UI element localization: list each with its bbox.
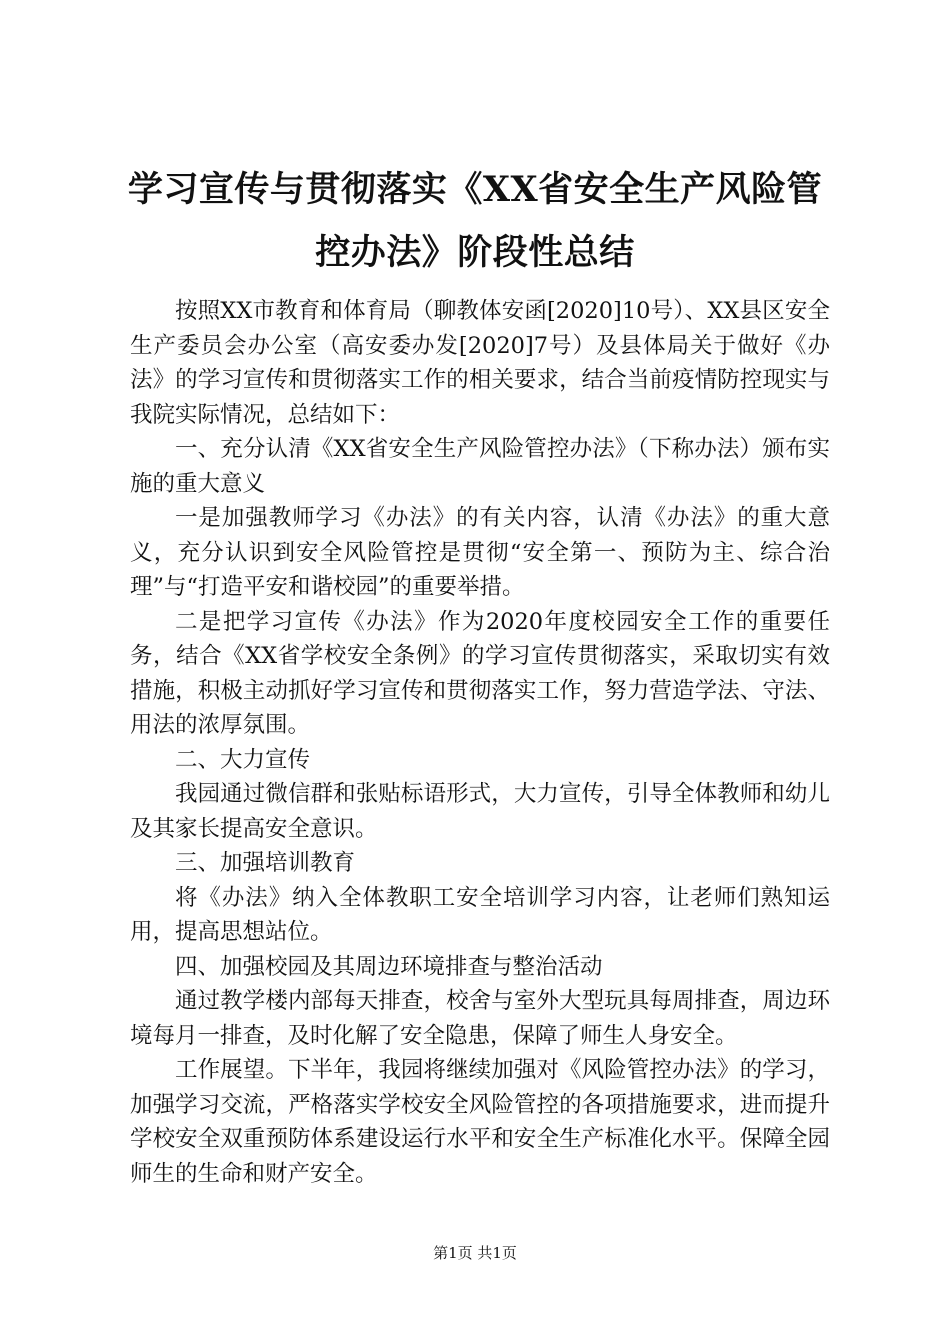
paragraph-outlook: 工作展望。下半年，我园将继续加强对《风险管控办法》的学习，加强学习交流，严格落实学校安全风险管控的各项措施要求，进而提升学校安全双重预防体系建设运行水平和安全生产标准化水平。保障全园师生的生命和财产安全。 xyxy=(130,1057,830,1187)
heading-section-2: 二、大力宣传 xyxy=(175,746,311,773)
title-line-2: 控办法》阶段性总结 xyxy=(315,232,635,273)
page-footer: 第1页 共1页 xyxy=(433,1244,517,1262)
heading-section-1: 一、充分认清《XX省安全生产风险管控办法》（下称办法）颁布实施的重大意义 xyxy=(130,436,830,497)
paragraph-section-2: 我园通过微信群和张贴标语形式，大力宣传，引导全体教师和幼儿及其家长提高安全意识。 xyxy=(130,781,830,842)
document-title xyxy=(100,158,850,284)
heading-section-3: 三、加强培训教育 xyxy=(175,850,356,876)
paragraph-section-4: 通过教学楼内部每天排查，校舍与室外大型玩具每周排查，周边环境每月一排查，及时化解了安全隐患，保障了师生人身安全。 xyxy=(130,988,830,1049)
title-line-1: 学习宣传与贯彻落实《XX省安全生产风险管 xyxy=(127,169,823,210)
heading-section-4: 四、加强校园及其周边环境排查与整治活动 xyxy=(175,953,603,980)
paragraph-intro: 按照XX市教育和体育局（聊教体安函[2020]10号）、XX县区安全生产委员会办公室（高安委办发[2020]7号）及县体局关于做好《办法》的学习宣传和贯彻落实工作的相关要求，结合当前疫情防控现实与我院实际情况，总结如下： xyxy=(130,298,830,428)
paragraph-point-1: 一是加强教师学习《办法》的有关内容，认清《办法》的重大意义，充分认识到安全风险管控是贯彻“安全第一、预防为主、综合治理”与“打造平安和谐校园”的重要举措。 xyxy=(130,505,830,600)
paragraph-point-2: 二是把学习宣传《办法》作为2020年度校园安全工作的重要任务，结合《XX省学校安全条例》的学习宣传贯彻落实，采取切实有效措施，积极主动抓好学习宣传和贯彻落实工作，努力营造学法、守法、用法的浓厚氛围。 xyxy=(130,608,830,738)
paragraph-section-3: 将《办法》纳入全体教职工安全培训学习内容，让老师们熟知运用，提高思想站位。 xyxy=(130,884,830,945)
document-body xyxy=(130,294,830,1191)
